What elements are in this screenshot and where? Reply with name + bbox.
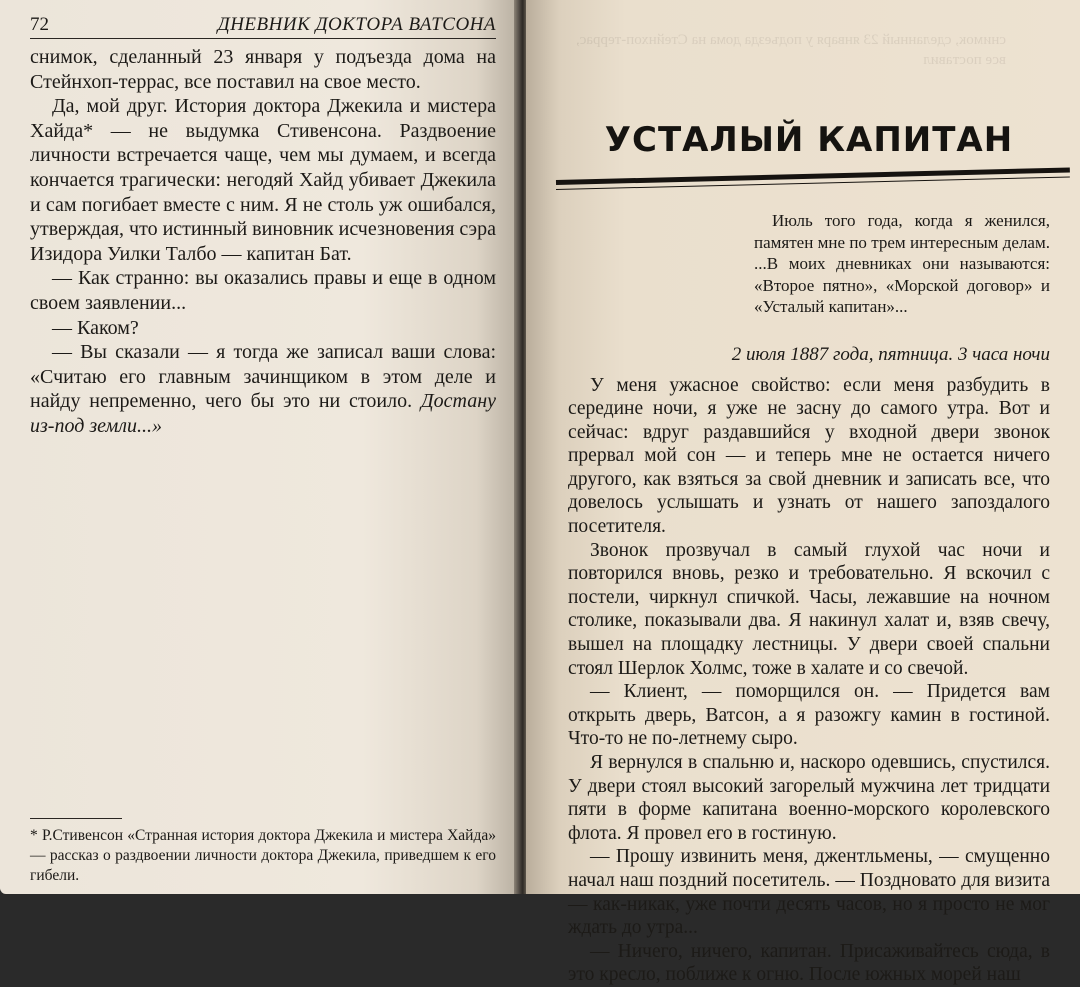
chapter-title: УСТАЛЫЙ КАПИТАН xyxy=(604,120,1014,160)
footnote-rule xyxy=(30,818,122,819)
paragraph: — Клиент, — поморщился он. — Придется вам открыть дверь, Ватсон, а я разожгу камин в гостиной. Что-то не по-летнему сыро. xyxy=(568,681,1050,750)
epigraph xyxy=(754,210,1050,318)
paragraph: снимок, сделанный 23 января у подъезда дома на Стейнхоп-террас, все поставил на свое место. xyxy=(30,46,496,93)
left-page xyxy=(0,0,518,894)
right-page-text xyxy=(568,374,1050,987)
page-number: 72 xyxy=(30,14,49,35)
paragraph: Звонок прозвучал в самый глухой час ночи и повторился вновь, резко и требовательно. Я вскочил с постели, чиркнул спичкой. Часы, лежавшие на ночном столике, показывали два. Я накинул халат и, взяв свечу, вышел на площадку лестницы. У двери своей спальни стоял Шерлок Холмс, тоже в халате и со свечой. xyxy=(568,539,1050,679)
epigraph-text: Июль того года, когда я женился, памятен мне по трем интересным делам. ...В моих дневниках они называются: «Второе пятно», «Морской договор» и «Усталый капитан»... xyxy=(754,211,1050,316)
paragraph-with-quote xyxy=(30,340,496,438)
paragraph: — Вы сказали — я тогда же записал ваши слова: «Считаю его главным зачинщиком в этом деле и найду непременно, чего бы это ни стоило. xyxy=(30,341,496,413)
paragraph: — Каком? xyxy=(52,316,139,339)
bleed-through-text: снимок, сделанный 23 января у подъезда дома на Стейнхоп-террас, все поставил xyxy=(575,32,1006,68)
paragraph: — Прошу извинить меня, джентльмены, — смущенно начал наш поздний посетитель. — Поздновато для визита — как-никак, уже почти десять часов, но я просто не мог ждать до утра... xyxy=(568,846,1050,939)
running-title: ДНЕВНИК ДОКТОРА ВАТСОНА xyxy=(217,14,496,35)
paragraph: Я вернулся в спальню и, наскоро одевшись, спустился. У двери стоял высокий загорелый мужчина лет тридцати пяти в форме капитана военно-морского королевского флота. Я провел его в гостиную. xyxy=(568,752,1050,844)
chapter-rule xyxy=(568,174,1050,196)
paragraph: — Как странно: вы оказались правы и еще в одном своем заявлении... xyxy=(30,267,496,314)
right-page xyxy=(526,0,1080,986)
footnote: * Р.Стивенсон «Странная история доктора Джекила и мистера Хайда» — рассказ о раздвоении личности доктора Джекила, приведшем к его гибели. xyxy=(30,827,496,884)
running-head xyxy=(30,14,496,39)
paragraph: Да, мой друг. История доктора Джекила и мистера Хайда* — не выдумка Стивенсона. Раздвоение личности встречается чаще, чем мы думаем, и всегда кончается трагически: негодяй Хайд убивает Джекила и сам погибает вместе с ним. Я не столь уж ошибался, утверждая, что истинный виновник исчезновения сэра Изидора Уилки Талбо — капитан Бат. xyxy=(30,95,496,265)
paragraph: — Ничего, ничего, капитан. Присаживайтесь сюда, в это кресло, поближе к огню. После южных морей наш xyxy=(568,940,1050,986)
paragraph: У меня ужасное свойство: если меня разбудить в середине ночи, я уже не засну до самого утра. Вот и сейчас: вдруг раздавшийся у входной двери звонок прервал мой сон — и теперь мне не остается ничего другого, как взяться за свой дневник и записать все, что довелось услышать и узнать от нашего запоздалого посетителя. xyxy=(568,374,1050,538)
italic-quote: Достану из-под земли...» xyxy=(30,390,496,437)
left-page-text xyxy=(30,45,496,439)
diary-dateline: 2 июля 1887 года, пятница. 3 часа ночи xyxy=(731,343,1050,365)
